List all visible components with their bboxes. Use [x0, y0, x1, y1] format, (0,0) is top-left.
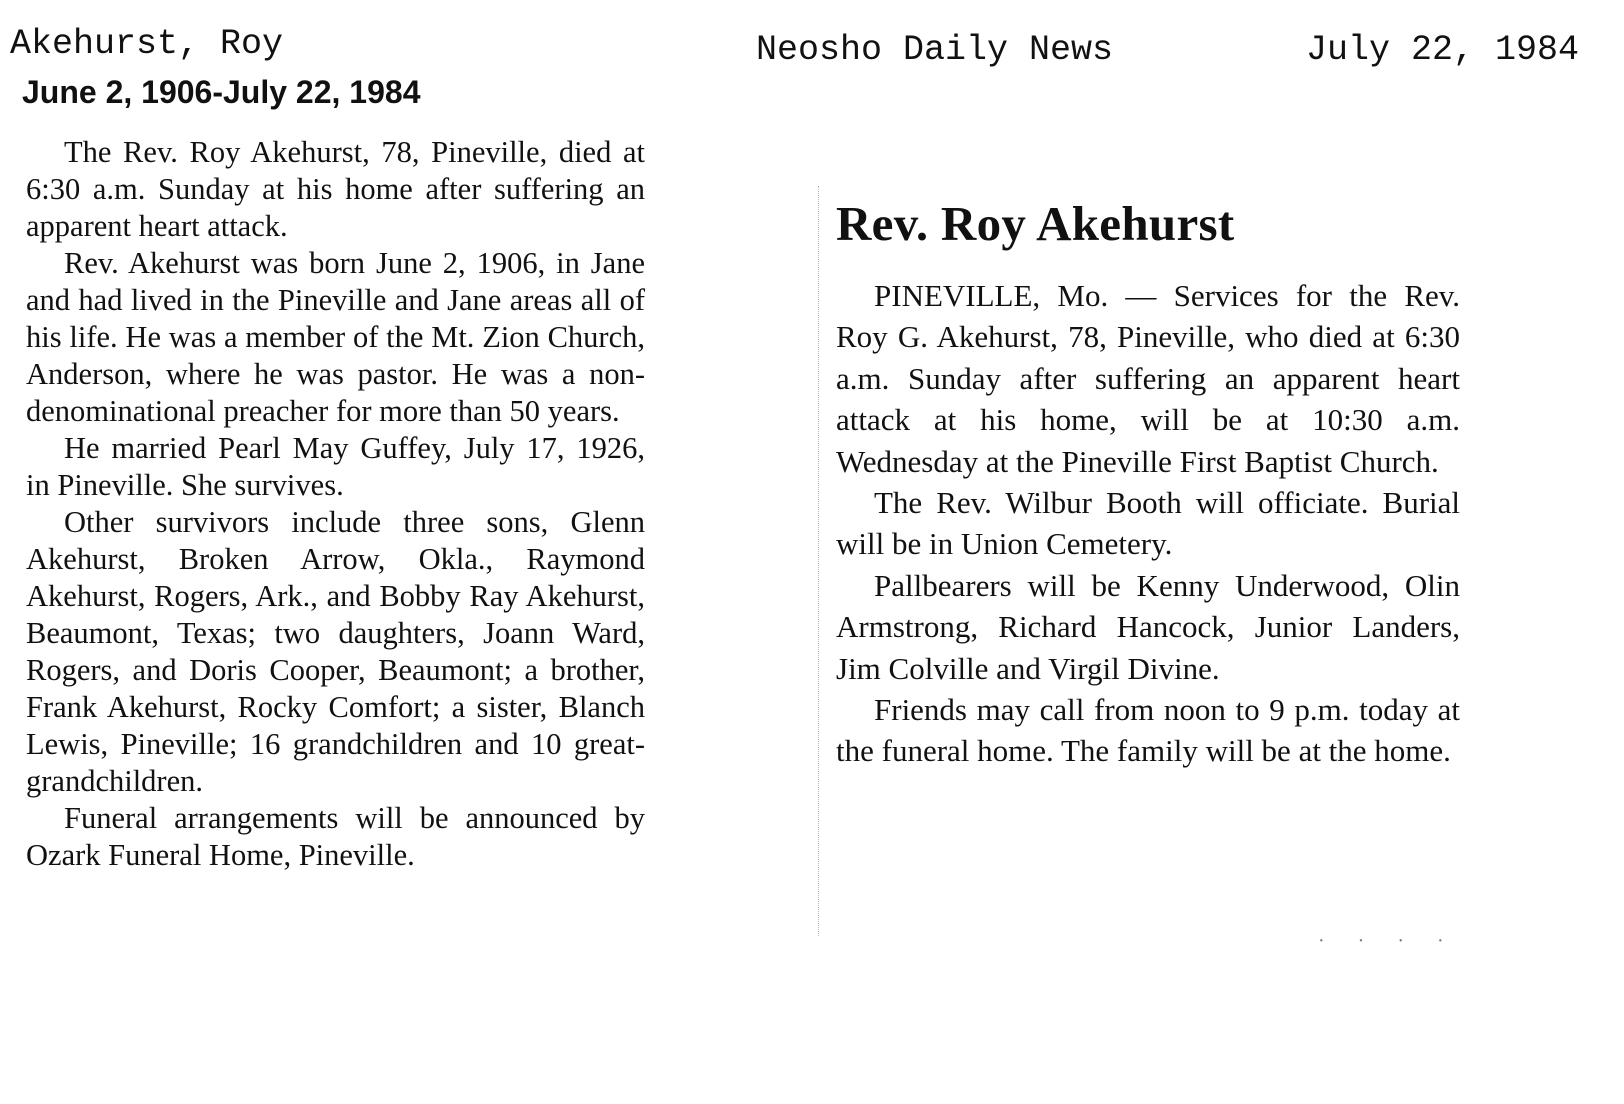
right-paragraph-1: PINEVILLE, Mo. — Services for the Rev. Roy G. Akehurst, 78, Pineville, who died at 6:30 a.m. Sunday after suffering an apparent heart attack at his home, will be at 10:30 a.m. Wednesday at the Pineville First Baptist Church.: [836, 278, 1460, 479]
left-obituary-article: [26, 134, 645, 874]
right-obituary-article: [836, 275, 1460, 772]
newspaper-name: Neosho Daily News: [756, 30, 1114, 70]
left-paragraph-3: He married Pearl May Guffey, July 17, 1926, in Pineville. She survives.: [26, 431, 645, 502]
clipping-edge-marks: · · · ·: [1318, 930, 1458, 952]
life-dates: June 2, 1906-July 22, 1984: [22, 74, 421, 110]
right-paragraph-3: Pallbearers will be Kenny Underwood, Olin Armstrong, Richard Hancock, Junior Landers, Jim Colville and Virgil Divine.: [836, 567, 1460, 686]
left-paragraph-2: Rev. Akehurst was born June 2, 1906, in Jane and had lived in the Pineville and Jane areas all of his life. He was a member of the Mt. Zion Church, Anderson, where he was pastor. He was a non-denominational preacher for more than 50 years.: [26, 246, 645, 428]
left-paragraph-5: Funeral arrangements will be announced by Ozark Funeral Home, Pineville.: [26, 801, 645, 872]
left-paragraph-1: The Rev. Roy Akehurst, 78, Pineville, died at 6:30 a.m. Sunday at his home after suffering an apparent heart attack.: [26, 135, 645, 243]
obituary-name-label: Akehurst, Roy: [10, 24, 284, 64]
column-divider: [818, 186, 819, 936]
publication-date: July 22, 1984: [1306, 30, 1580, 70]
right-paragraph-4: Friends may call from noon to 9 p.m. today at the funeral home. The family will be at the home.: [836, 692, 1460, 769]
right-paragraph-2: The Rev. Wilbur Booth will officiate. Burial will be in Union Cemetery.: [836, 485, 1460, 562]
left-paragraph-4: Other survivors include three sons, Glenn Akehurst, Broken Arrow, Okla., Raymond Akehurst, Rogers, Ark., and Bobby Ray Akehurst, Beaumont, Texas; two daughters, Joann Ward, Rogers, and Doris Cooper, Beaumont; a brother, Frank Akehurst, Rocky Comfort; a sister, Blanch Lewis, Pineville; 16 grandchildren and 10 great-grandchildren.: [26, 505, 645, 798]
right-article-headline: Rev. Roy Akehurst: [836, 196, 1235, 251]
